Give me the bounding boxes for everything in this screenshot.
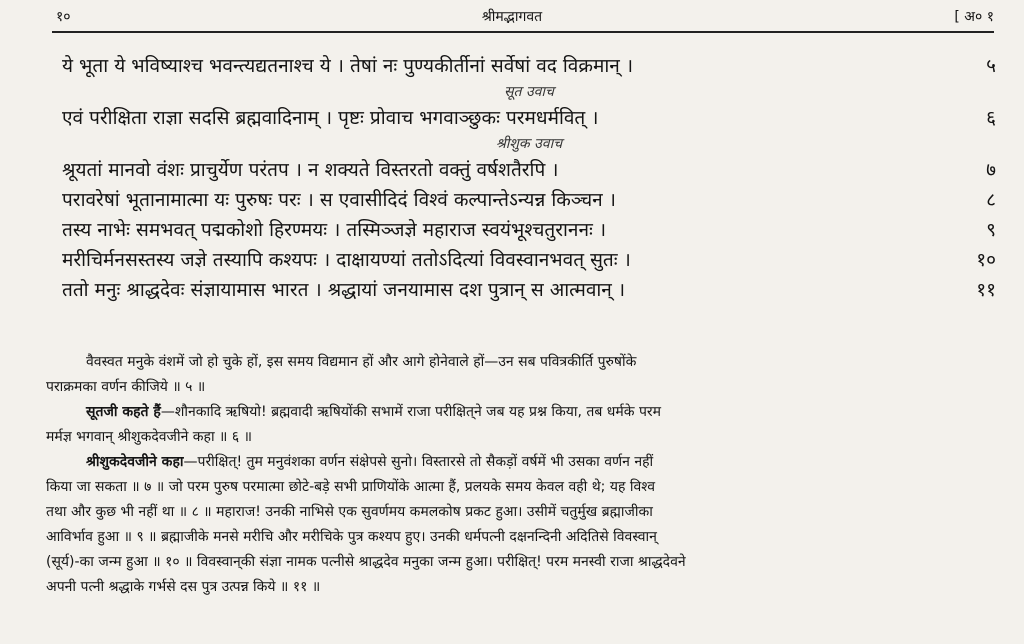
verse-block — [62, 51, 996, 305]
commentary-line: तथा और कुछ भी नहीं था ॥ ८ ॥ महाराज! उनकी नाभिसे एक सुवर्णमय कमलकोष प्रकट हुआ। उसीमें चतुर्मुख ब्रह्माजीका — [46, 504, 653, 520]
commentary-paragraph — [46, 350, 992, 400]
speaker-lead: श्रीशुकदेवजीने कहा — [86, 454, 184, 470]
verse-text: तस्य नाभेः समभवत् पद्मकोशो हिरण्मयः । तस्मिञ्जज्ञे महाराज स्वयंभूश्चतुराननः । — [62, 219, 607, 241]
verse-line — [62, 185, 996, 215]
page-title: श्रीमद्भागवत — [481, 9, 543, 25]
chapter-marker: [ अ० १ — [954, 9, 994, 25]
header-rule — [52, 31, 994, 33]
speaker-lead: सूतजी कहते हैं — [86, 404, 161, 420]
commentary-paragraph — [46, 450, 992, 600]
commentary-line: अपनी पत्नी श्रद्धाके गर्भसे दस पुत्र उत्पन्न किये ॥ ११ ॥ — [46, 579, 321, 595]
verse-number: ७ — [986, 159, 996, 181]
commentary-line: वैवस्वत मनुके वंशमें जो हो चुके हों, इस समय विद्यमान हों और आगे होनेवाले हों—उन सब पवित्रकीर्ति पुरुषोंके — [86, 354, 637, 370]
verse-text: ततो मनुः श्राद्धदेवः संज्ञायामास भारत । श्रद्धायां जनयामास दश पुत्रान् स आत्मवान् । — [62, 279, 626, 301]
commentary-line: (सूर्य)-का जन्म हुआ ॥ १० ॥ विवस्वान्‌की संज्ञा नामक पत्नीसे श्राद्धदेव मनुका जन्म हुआ। परीक्षित्! परम मनस्वी राजा श्राद्धदेवने — [46, 554, 686, 570]
speaker-heading: सूत उवाच — [504, 84, 554, 100]
verse-text: मरीचिर्मनसस्तस्य जज्ञे तस्यापि कश्यपः । दाक्षायण्यां ततोऽदित्यां विवस्वानभवत् सुतः । — [62, 249, 631, 271]
verse-line — [62, 103, 996, 133]
verse-number: ९ — [986, 219, 996, 241]
commentary-line: पराक्रमका वर्णन कीजिये ॥ ५ ॥ — [46, 379, 206, 395]
commentary-line: किया जा सकता ॥ ७ ॥ जो परम पुरुष परमात्मा छोटे-बड़े सभी प्राणियोंके आत्मा हैं, प्रलयके समय केवल वही थे; यह विश्व — [46, 479, 655, 495]
verse-number: ५ — [986, 55, 996, 77]
commentary — [46, 350, 992, 600]
commentary-line: आविर्भाव हुआ ॥ ९ ॥ ब्रह्माजीके मनसे मरीचि और मरीचिके पुत्र कश्यप हुए। उनकी धर्मपत्नी दक्षनन्दिनी अदितिसे विवस्वान् — [46, 529, 657, 545]
verse-text: श्रूयतां मानवो वंशः प्राचुर्येण परंतप । न शक्यते विस्तरतो वक्तुं वर्षशतैरपि । — [62, 159, 559, 181]
commentary-line: —परीक्षित्! तुम मनुवंशका वर्णन संक्षेपसे सुनो। विस्तारसे तो सैकड़ों वर्षमें भी उसका वर्णन नहीं — [183, 454, 654, 470]
verse-line — [62, 155, 996, 185]
verse-number: ६ — [986, 107, 996, 129]
verse-text: ये भूता ये भविष्याश्च भवन्त्यद्यतनाश्च ये । तेषां नः पुण्यकीर्तीनां सर्वेषां वद विक्रमान् । — [62, 55, 634, 77]
commentary-line: मर्मज्ञ भगवान् श्रीशुकदेवजीने कहा ॥ ६ ॥ — [46, 429, 252, 445]
speaker-heading: श्रीशुक उवाच — [495, 136, 563, 152]
verse-line — [62, 51, 996, 81]
verse-text: परावरेषां भूतानामात्मा यः पुरुषः परः । स एवासीदिदं विश्वं कल्पान्तेऽन्यन्न किञ्चन । — [62, 189, 616, 211]
verse-line — [62, 215, 996, 245]
commentary-paragraph — [46, 400, 992, 450]
verse-number: १० — [976, 249, 996, 271]
page-number: १० — [56, 9, 71, 25]
verse-text: एवं परीक्षिता राज्ञा सदसि ब्रह्मवादिनाम् । पृष्टः प्रोवाच भगवाञ्छुकः परमधर्मवित् । — [62, 107, 599, 129]
verse-line — [62, 245, 996, 275]
verse-line — [62, 275, 996, 305]
verse-number: ८ — [986, 189, 996, 211]
commentary-line: —शौनकादि ऋषियो! ब्रह्मवादी ऋषियोंकी सभामें राजा परीक्षित्‌ने जब यह प्रश्न किया, तब धर्मके परम — [160, 404, 662, 420]
page-header — [0, 0, 1024, 32]
verse-number: ११ — [976, 279, 996, 301]
